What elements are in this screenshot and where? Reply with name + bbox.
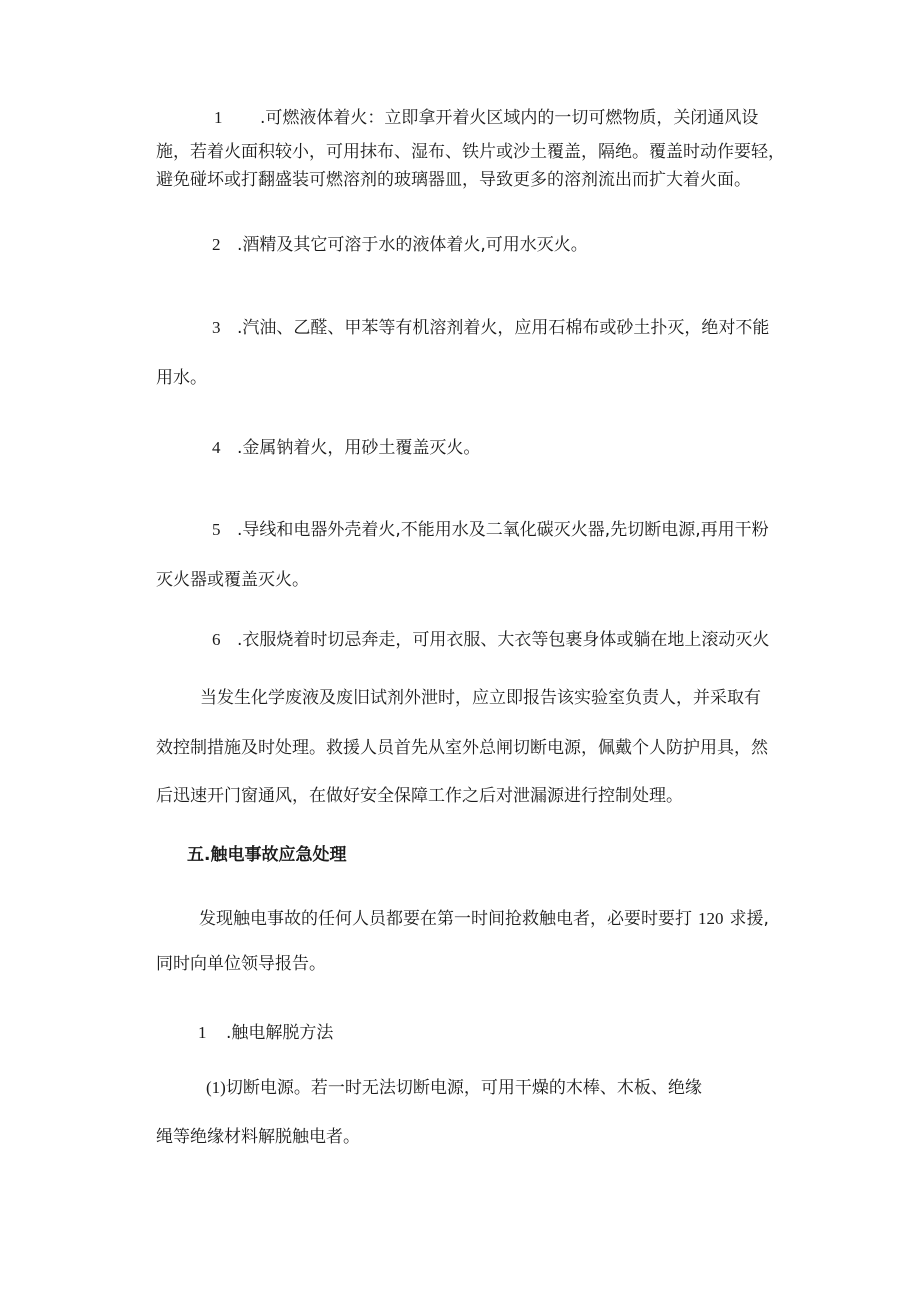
item-5-text: .导线和电器外壳着火,不能用水及二氧化碳灭火器,先切断电源,再用干粉 bbox=[237, 520, 769, 540]
item-4-number: 4 bbox=[212, 438, 221, 457]
emergency-number: 120 bbox=[698, 909, 724, 928]
spill-paragraph-line-1: 当发生化学废液及废旧试剂外泄时，应立即报告该实验室负责人，并采取有 bbox=[200, 688, 761, 708]
subsection-1-item-1-text: 切断电源。若一时无法切断电源，可用干燥的木棒、木板、绝缘 bbox=[225, 1078, 702, 1098]
item-2-line-1 bbox=[212, 233, 588, 257]
shock-paragraph-line-1 bbox=[199, 907, 769, 931]
item-1-line-1 bbox=[214, 106, 758, 130]
item-2-text: .酒精及其它可溶于水的液体着火,可用水灭火。 bbox=[237, 235, 588, 255]
item-3-line-2: 用水。 bbox=[156, 368, 207, 388]
shock-paragraph-line-2: 同时向单位领导报告。 bbox=[156, 954, 326, 974]
item-4-line-1 bbox=[212, 436, 480, 460]
item-2-number: 2 bbox=[212, 235, 221, 254]
shock-paragraph-text-b: 求援, bbox=[729, 909, 769, 929]
subsection-1-item-1-prefix: (1) bbox=[206, 1078, 226, 1097]
subsection-1-number: 1 bbox=[198, 1023, 207, 1042]
item-1-text: .可燃液体着火：立即拿开着火区域内的一切可燃物质，关闭通风设 bbox=[260, 108, 759, 128]
item-1-line-2: 施，若着火面积较小，可用抹布、湿布、铁片或沙土覆盖，隔绝。覆盖时动作要轻， bbox=[156, 142, 785, 162]
item-6-line-1 bbox=[212, 628, 769, 652]
subsection-1-label: .触电解脱方法 bbox=[226, 1023, 334, 1043]
item-3-line-1 bbox=[212, 316, 769, 340]
item-4-text: .金属钠着火，用砂土覆盖灭火。 bbox=[237, 438, 481, 458]
item-3-number: 3 bbox=[212, 318, 221, 337]
subsection-1-item-1-line-1 bbox=[206, 1076, 702, 1100]
shock-paragraph-text-a: 发现触电事故的任何人员都要在第一时间抢救触电者，必要时要打 bbox=[199, 909, 692, 929]
item-5-line-1 bbox=[212, 518, 769, 542]
item-5-line-2: 灭火器或覆盖灭火。 bbox=[156, 570, 309, 590]
item-6-text: .衣服烧着时切忌奔走，可用衣服、大衣等包裹身体或躺在地上滚动灭火 bbox=[237, 630, 770, 650]
spill-paragraph-line-3: 后迅速开门窗通风，在做好安全保障工作之后对泄漏源进行控制处理。 bbox=[156, 786, 683, 806]
subsection-1-item-1-line-2: 绳等绝缘材料解脱触电者。 bbox=[156, 1127, 360, 1147]
subsection-1-heading bbox=[198, 1021, 333, 1045]
item-1-number: 1 bbox=[214, 108, 223, 127]
spill-paragraph-line-2: 效控制措施及时处理。救援人员首先从室外总闸切断电源，佩戴个人防护用具，然 bbox=[156, 738, 768, 758]
item-3-text: .汽油、乙醛、甲苯等有机溶剂着火，应用石棉布或砂土扑灭，绝对不能 bbox=[237, 318, 770, 338]
item-1-line-3: 避免碰坏或打翻盛装可燃溶剂的玻璃器皿，导致更多的溶剂流出而扩大着火面。 bbox=[156, 170, 751, 190]
section-5-heading: 五.触电事故应急处理 bbox=[187, 845, 347, 865]
item-5-number: 5 bbox=[212, 520, 221, 539]
item-6-number: 6 bbox=[212, 630, 221, 649]
